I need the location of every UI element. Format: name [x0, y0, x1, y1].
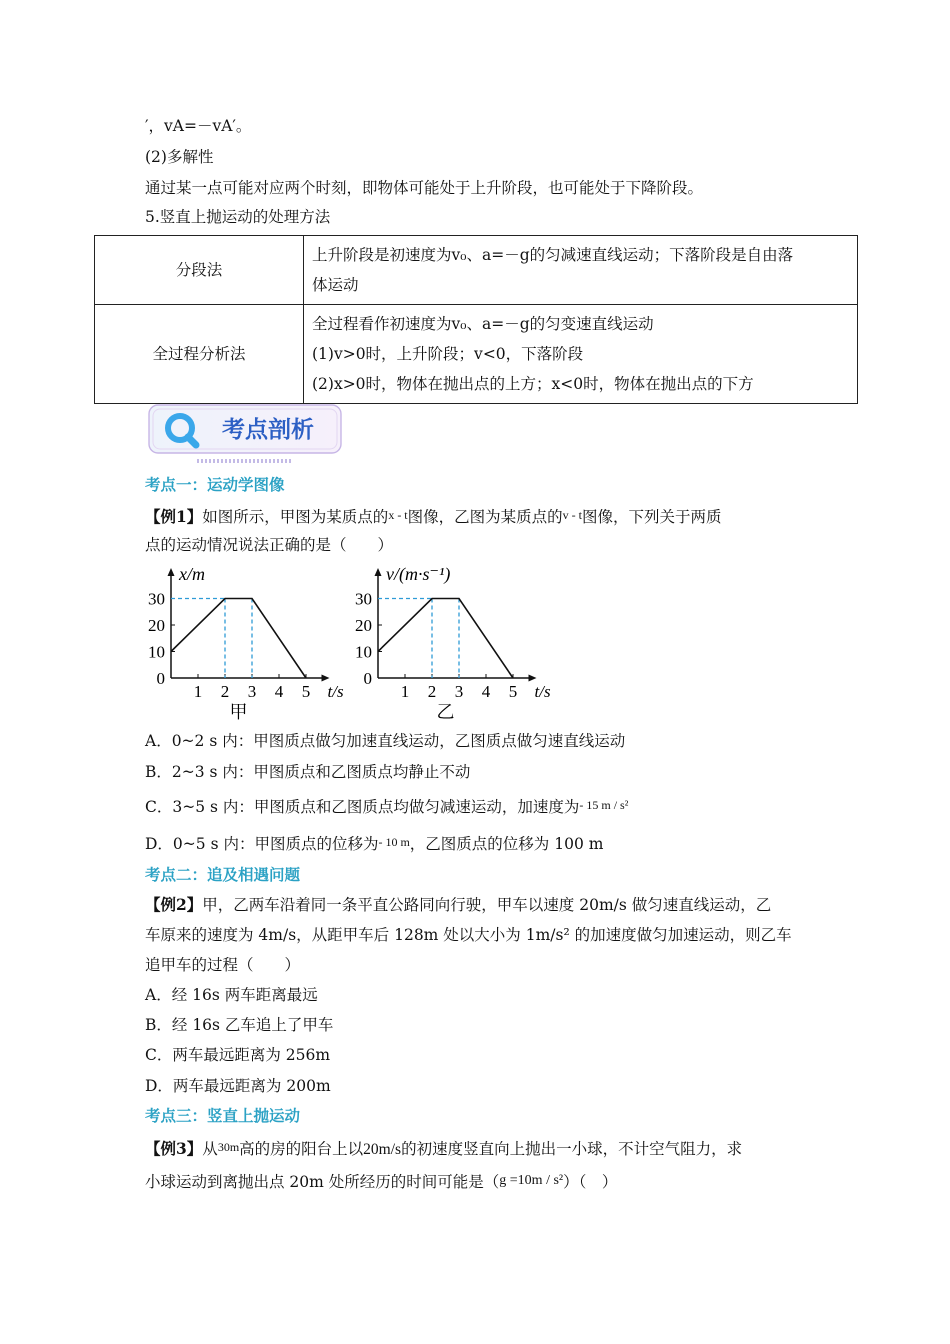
- question-1-line2: 点的运动情况说法正确的是（ ）: [145, 536, 394, 554]
- text-line-va: ′，vA=－vA′。: [145, 117, 252, 135]
- banner-title: 考点剖析: [222, 417, 314, 443]
- question-1-line1: [145, 504, 722, 528]
- xt-chart: [143, 560, 353, 722]
- x-tick-label: 3: [247, 682, 257, 701]
- math-speed: 20m/s: [363, 1141, 402, 1158]
- option-a: A．经 16s 两车距离最远: [145, 986, 318, 1004]
- x-tick-label: 5: [301, 682, 311, 701]
- desc-line: 体运动: [312, 276, 359, 294]
- x-tick-label: 5: [508, 682, 518, 701]
- x-tick-label: 4: [274, 682, 284, 701]
- method-name: 全过程分析法: [95, 305, 304, 404]
- question-text: 如图所示，甲图为某质点的: [202, 508, 389, 526]
- option-d: D．两车最远距离为 200m: [145, 1077, 331, 1095]
- desc-line: (2)x>0时，物体在抛出点的上方；x<0时，物体在抛出点的下方: [312, 375, 754, 393]
- y-tick-label: 10: [148, 642, 165, 662]
- y-axis-label: x/m: [179, 564, 205, 584]
- x-axis-label: t/s: [534, 682, 551, 701]
- y-tick-label: 0: [363, 669, 372, 688]
- x-tick-label: 2: [427, 682, 437, 701]
- question-tag: 【例2】: [145, 895, 203, 914]
- text-line-methods-title: 5.竖直上抛运动的处理方法: [145, 208, 331, 226]
- question-text: 图像，下列关于两质: [582, 508, 722, 526]
- y-tick-label: 10: [355, 642, 372, 662]
- y-tick-label: 20: [148, 616, 165, 635]
- question-2-line1: [145, 894, 771, 916]
- question-3-line1: [145, 1136, 742, 1161]
- math-xt: x - t: [388, 508, 408, 522]
- question-2-line3: 追甲车的过程（ ）: [145, 956, 301, 974]
- y-tick-label: 30: [355, 589, 372, 609]
- series-line: [171, 599, 306, 679]
- option-a: A．0~2 s 内：甲图质点做匀加速直线运动，乙图质点做匀速直线运动: [145, 732, 626, 750]
- desc-line: 全过程看作初速度为v₀、a=－g的匀变速直线运动: [312, 315, 654, 333]
- math-gravity: g =10m / s²: [499, 1173, 564, 1188]
- question-2-line2: 车原来的速度为 4m/s，从距甲车后 128m 处以大小为 1m/s² 的加速度做匀加速运动，则乙车: [145, 926, 792, 944]
- question-text: 从: [202, 1140, 218, 1158]
- chart-caption: 乙: [436, 702, 455, 722]
- section-heading-kp2: 考点二：追及相遇问题: [145, 865, 301, 884]
- question-text: 小球运动到离抛出点 20m 处所经历的时间可能是（: [145, 1173, 500, 1191]
- option-text: D．0~5 s 内：甲图质点的位移为: [145, 835, 379, 853]
- math-disp: - 10 m: [378, 835, 410, 849]
- methods-table: [94, 235, 858, 404]
- question-tag: 【例3】: [145, 1139, 203, 1158]
- table-row: [95, 236, 858, 305]
- x-tick-label: 1: [193, 682, 203, 701]
- option-d: [145, 831, 603, 855]
- option-c: C．两车最远距离为 256m: [145, 1046, 331, 1064]
- question-text: 高的房的阳台上以: [239, 1140, 364, 1158]
- question-text: 甲，乙两车沿着同一条平直公路同向行驶，甲车以速度 20m/s 做匀速直线运动，乙: [202, 896, 772, 914]
- vt-chart: [350, 560, 565, 722]
- x-tick-label: 3: [454, 682, 464, 701]
- text-line-multisolution: (2)多解性: [145, 148, 214, 166]
- option-c: [145, 794, 628, 818]
- option-text: ，乙图质点的位移为 100 m: [409, 835, 604, 853]
- y-tick-label: 30: [148, 589, 165, 609]
- option-b: B．经 16s 乙车追上了甲车: [145, 1016, 334, 1034]
- y-axis-label: v/(m·s⁻¹): [386, 564, 451, 584]
- question-text: 的初速度竖直向上抛出一小球，不计空气阻力，求: [401, 1140, 743, 1158]
- section-heading-kp1: 考点一：运动学图像: [145, 475, 285, 494]
- method-name: 分段法: [95, 236, 304, 305]
- section-heading-kp3: 考点三：竖直上抛运动: [145, 1106, 301, 1125]
- text-line-explanation: 通过某一点可能对应两个时刻，即物体可能处于上升阶段，也可能处于下降阶段。: [145, 179, 704, 197]
- question-text: ）（ ）: [563, 1173, 618, 1191]
- y-tick-label: 20: [355, 616, 372, 635]
- desc-line: (1)v>0时，上升阶段；v<0，下落阶段: [312, 345, 584, 363]
- x-axis-arrow: [529, 675, 537, 682]
- table-row: [95, 305, 858, 404]
- x-tick-label: 4: [481, 682, 491, 701]
- desc-line: 上升阶段是初速度为v₀、a=－g的匀减速直线运动；下落阶段是自由落: [312, 246, 794, 264]
- option-text: C．3~5 s 内：甲图质点和乙图质点均做匀减速运动，加速度为: [145, 798, 580, 816]
- series-line: [378, 599, 513, 679]
- y-axis-arrow: [375, 568, 382, 576]
- method-desc: [304, 236, 858, 305]
- question-text: 图像，乙图为某质点的: [407, 508, 563, 526]
- section-banner: [146, 401, 344, 463]
- question-tag: 【例1】: [145, 507, 203, 526]
- y-axis-arrow: [168, 568, 175, 576]
- option-b: B．2~3 s 内：甲图质点和乙图质点均静止不动: [145, 763, 471, 781]
- question-3-line2: [145, 1170, 617, 1193]
- math-vt: v - t: [562, 508, 583, 522]
- x-axis-arrow: [322, 675, 330, 682]
- x-tick-label: 1: [400, 682, 410, 701]
- y-tick-label: 0: [156, 669, 165, 688]
- math-accel: - 15 m / s²: [579, 798, 629, 812]
- method-desc: [304, 305, 858, 404]
- x-tick-label: 2: [220, 682, 230, 701]
- math-height: 30m: [217, 1140, 240, 1154]
- x-axis-label: t/s: [327, 682, 344, 701]
- chart-caption: 甲: [229, 702, 248, 722]
